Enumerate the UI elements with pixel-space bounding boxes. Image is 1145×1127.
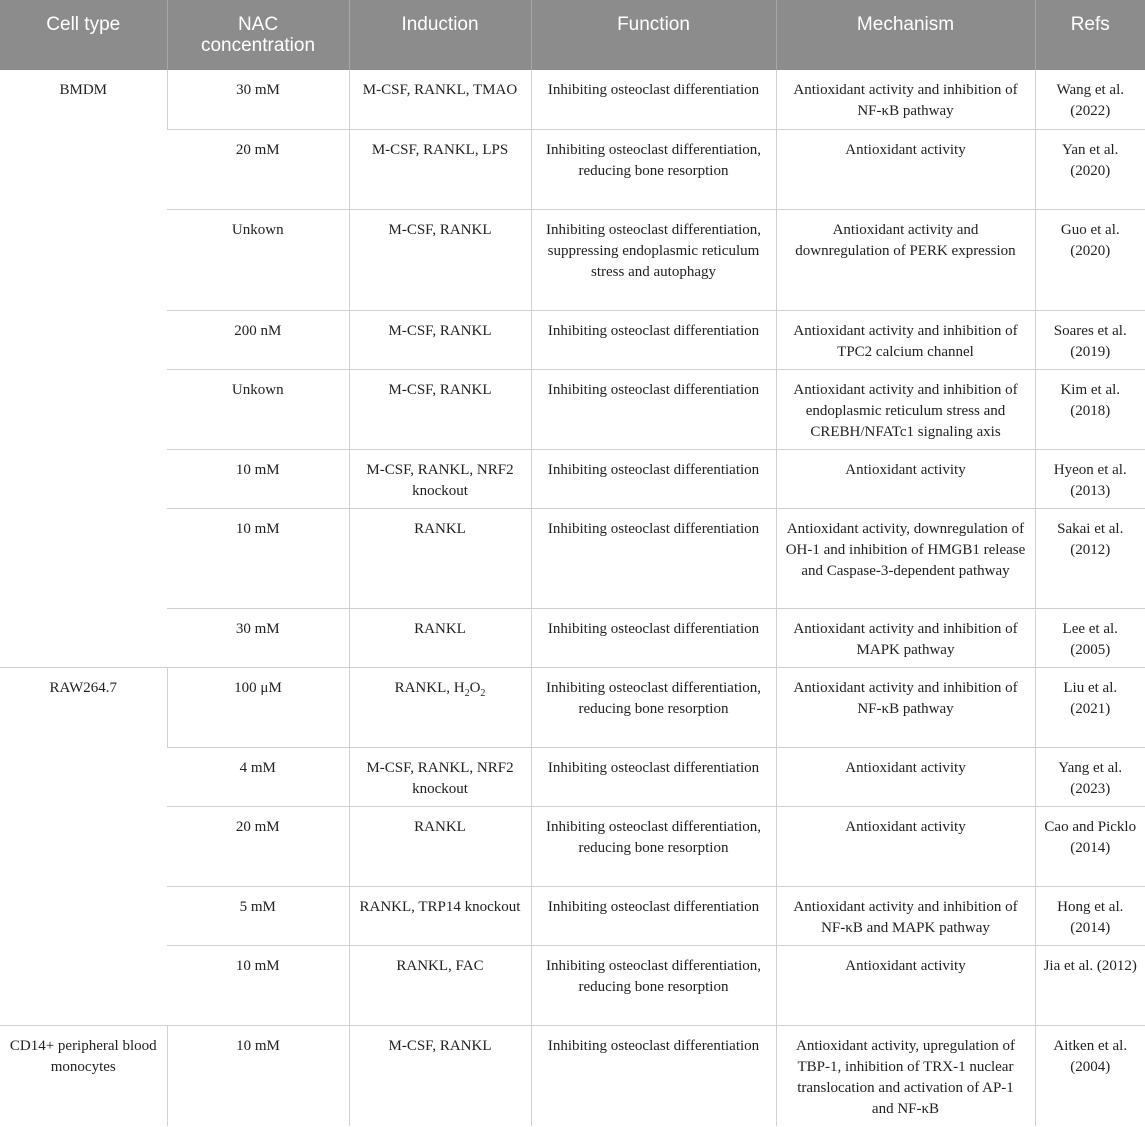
function-cell: Inhibiting osteoclast differentiation [531,508,776,608]
table-row [0,806,1145,886]
table-row [0,608,1145,667]
induction-cell: RANKL [349,508,531,608]
induction-cell: RANKL, TRP14 knockout [349,886,531,945]
mechanism-cell: Antioxidant activity and inhibition of NF-κB pathway [776,70,1035,129]
conc-cell: Unkown [167,369,349,449]
function-cell: Inhibiting osteoclast differentiation [531,608,776,667]
mechanism-cell: Antioxidant activity and inhibition of TPC2 calcium channel [776,310,1035,369]
header-refs: Refs [1035,0,1145,70]
mechanism-cell: Antioxidant activity [776,747,1035,806]
function-cell: Inhibiting osteoclast differentiation, reducing bone resorption [531,129,776,209]
table-row [0,310,1145,369]
induction-cell: M-CSF, RANKL [349,369,531,449]
induction-cell: M-CSF, RANKL, NRF2 knockout [349,747,531,806]
conc-cell: 200 nM [167,310,349,369]
induction-cell: RANKL [349,806,531,886]
function-cell: Inhibiting osteoclast differentiation [531,1025,776,1126]
induction-cell: M-CSF, RANKL, NRF2 knockout [349,449,531,508]
conc-cell: 30 mM [167,70,349,129]
mechanism-cell: Antioxidant activity and downregulation of PERK expression [776,209,1035,310]
ref-cell: Guo et al. (2020) [1035,209,1145,310]
ref-cell: Aitken et al. (2004) [1035,1025,1145,1126]
ref-cell: Soares et al. (2019) [1035,310,1145,369]
conc-cell: 5 mM [167,886,349,945]
table-row [0,449,1145,508]
header-nac-concentration [167,0,349,70]
conc-cell: 100 μM [167,667,349,747]
ref-cell: Liu et al. (2021) [1035,667,1145,747]
mechanism-cell: Antioxidant activity [776,806,1035,886]
conc-cell: 30 mM [167,608,349,667]
conc-cell: 10 mM [167,508,349,608]
mechanism-cell: Antioxidant activity, downregulation of OH-1 and inhibition of HMGB1 release and Caspase-3-dependent pathway [776,508,1035,608]
conc-cell: 4 mM [167,747,349,806]
table-row [0,369,1145,449]
cell-type-raw264-7: RAW264.7 [0,667,167,1025]
header-cell-type: Cell type [0,0,167,70]
conc-cell: 10 mM [167,449,349,508]
function-cell: Inhibiting osteoclast differentiation, reducing bone resorption [531,667,776,747]
induction-cell [349,667,531,747]
conc-cell: 10 mM [167,945,349,1025]
mechanism-cell: Antioxidant activity [776,129,1035,209]
function-cell: Inhibiting osteoclast differentiation, reducing bone resorption [531,806,776,886]
function-cell: Inhibiting osteoclast differentiation [531,747,776,806]
conc-cell: 20 mM [167,806,349,886]
subscript: 2 [480,687,486,699]
ref-cell: Kim et al. (2018) [1035,369,1145,449]
induction-cell: M-CSF, RANKL, TMAO [349,70,531,129]
function-cell: Inhibiting osteoclast differentiation [531,369,776,449]
header-function: Function [531,0,776,70]
table-row [0,945,1145,1025]
header-row [0,0,1145,70]
ref-cell: Hong et al. (2014) [1035,886,1145,945]
mechanism-cell: Antioxidant activity and inhibition of endoplasmic reticulum stress and CREBH/NFATc1 signaling axis [776,369,1035,449]
table-row [0,129,1145,209]
mechanism-cell: Antioxidant activity and inhibition of NF-κB pathway [776,667,1035,747]
function-cell: Inhibiting osteoclast differentiation [531,886,776,945]
ref-cell: Jia et al. (2012) [1035,945,1145,1025]
induction-cell: M-CSF, RANKL, LPS [349,129,531,209]
header-nac-line2: concentration [200,35,316,56]
mechanism-cell: Antioxidant activity and inhibition of NF-κB and MAPK pathway [776,886,1035,945]
table-row [0,209,1145,310]
conc-cell: 20 mM [167,129,349,209]
mechanism-cell: Antioxidant activity, upregulation of TBP-1, inhibition of TRX-1 nuclear translocation and activation of AP-1 and NF-κB [776,1025,1035,1126]
function-cell: Inhibiting osteoclast differentiation, reducing bone resorption [531,945,776,1025]
header-nac-line1: NAC [237,14,279,35]
table-row [0,886,1145,945]
ref-cell: Yan et al. (2020) [1035,129,1145,209]
table-row [0,1025,1145,1126]
function-cell: Inhibiting osteoclast differentiation [531,449,776,508]
cell-type-cd14-monocytes: CD14+ peripheral blood monocytes [0,1025,167,1126]
mechanism-cell: Antioxidant activity [776,945,1035,1025]
induction-cell: M-CSF, RANKL [349,209,531,310]
ref-cell: Cao and Picklo (2014) [1035,806,1145,886]
table-row [0,70,1145,129]
mechanism-cell: Antioxidant activity [776,449,1035,508]
table-row [0,508,1145,608]
mechanism-cell: Antioxidant activity and inhibition of MAPK pathway [776,608,1035,667]
induction-cell: RANKL [349,608,531,667]
header-induction: Induction [349,0,531,70]
table-row [0,667,1145,747]
header-mechanism: Mechanism [776,0,1035,70]
ref-cell: Wang et al. (2022) [1035,70,1145,129]
induction-text: O [469,679,481,696]
conc-cell: 10 mM [167,1025,349,1126]
subscript: 2 [464,687,470,699]
ref-cell: Yang et al. (2023) [1035,747,1145,806]
cell-type-bmdm: BMDM [59,82,107,98]
function-cell: Inhibiting osteoclast differentiation [531,70,776,129]
table-row [0,747,1145,806]
induction-cell: M-CSF, RANKL [349,310,531,369]
function-cell: Inhibiting osteoclast differentiation [531,310,776,369]
induction-cell: M-CSF, RANKL [349,1025,531,1126]
ref-cell: Lee et al. (2005) [1035,608,1145,667]
conc-cell: Unkown [167,209,349,310]
induction-text: RANKL, H [394,679,465,696]
ref-cell: Hyeon et al. (2013) [1035,449,1145,508]
function-cell: Inhibiting osteoclast differentiation, suppressing endoplasmic reticulum stress and autophagy [531,209,776,310]
induction-cell: RANKL, FAC [349,945,531,1025]
ref-cell: Sakai et al. (2012) [1035,508,1145,608]
